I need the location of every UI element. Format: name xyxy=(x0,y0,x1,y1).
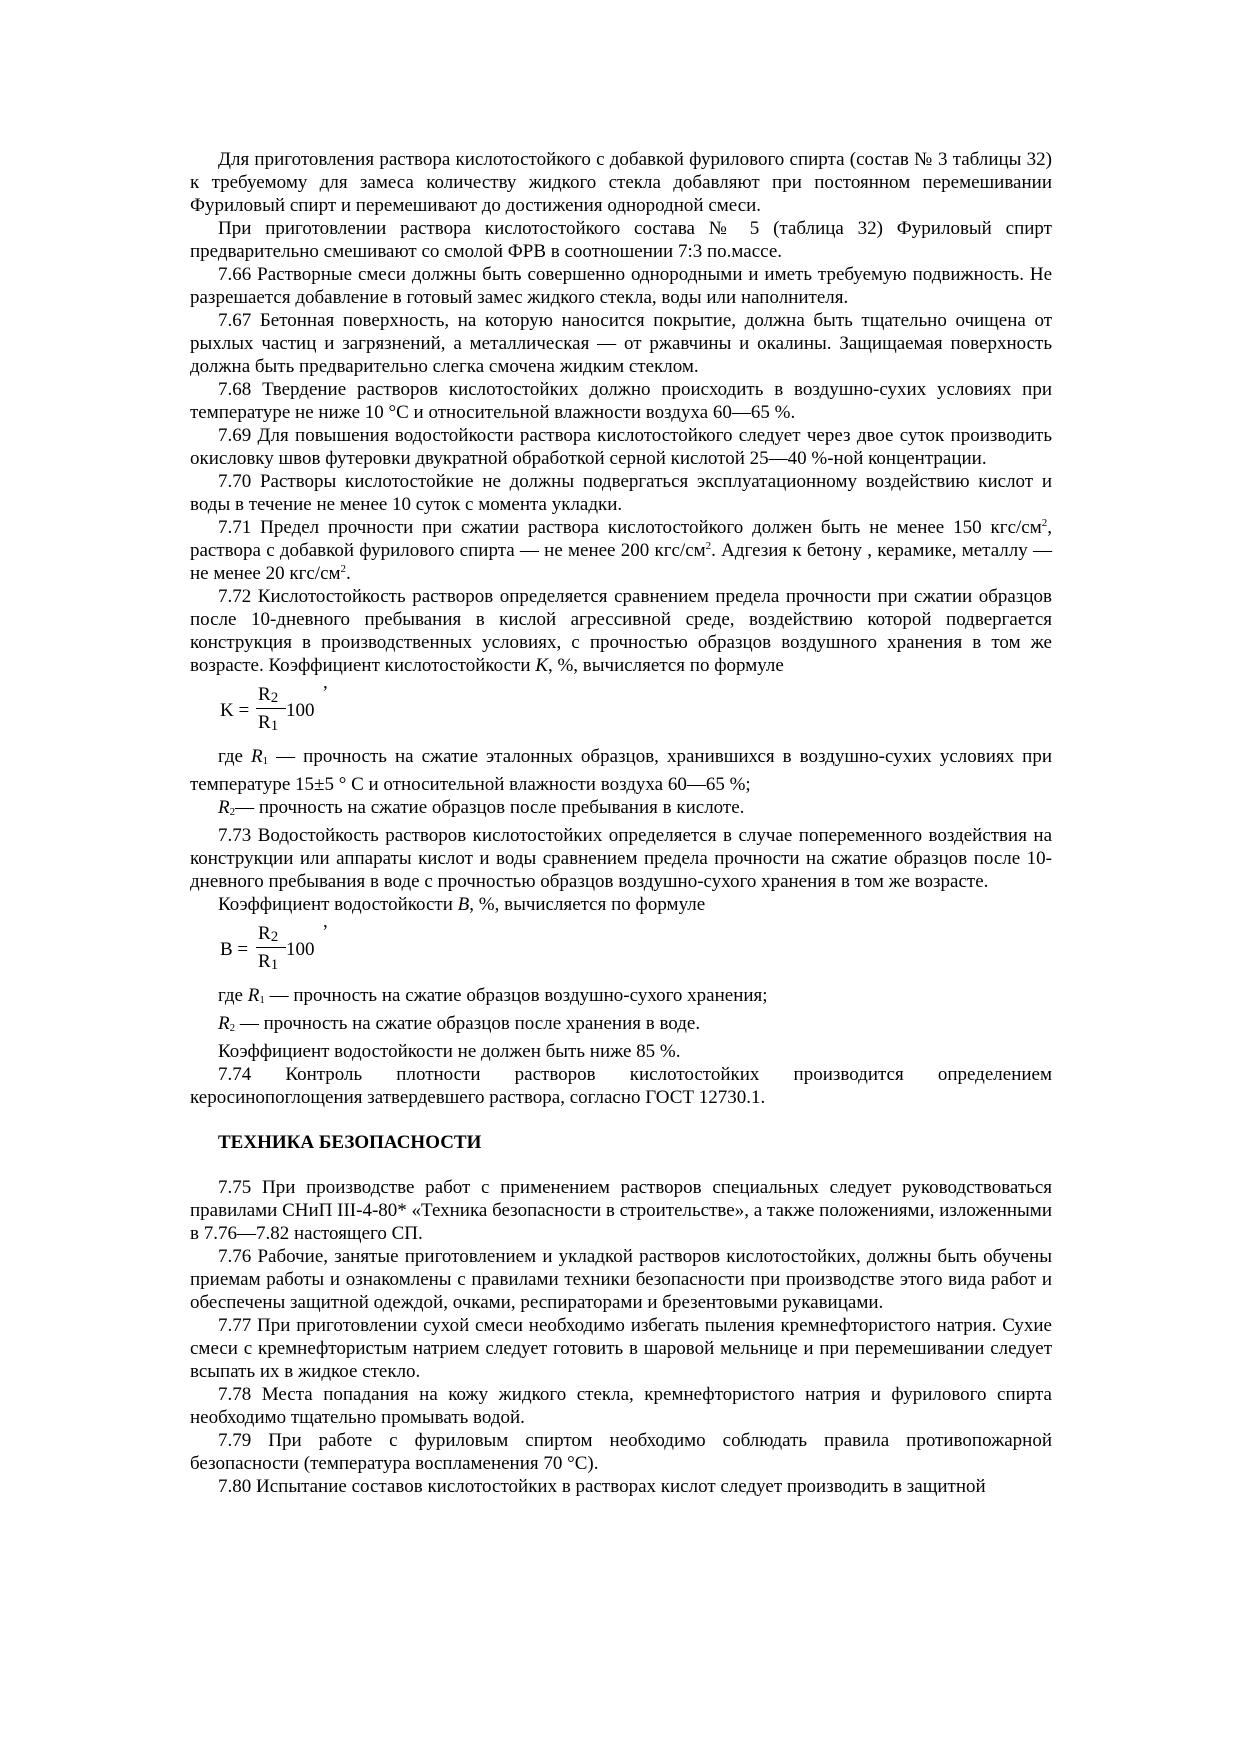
paragraph-7-69: 7.69 Для повышения водостойкости раствора кислотостойкого следует через двое суток производить окисловку швов футеровки двукратной обработкой серной кислотой 25—40 %-ной концентрации. xyxy=(190,425,1052,469)
paragraph-water-coefficient: Коэффициент водостойкости В, %, вычисляется по формуле xyxy=(218,894,706,915)
paragraph-min-coefficient: Коэффициент водостойкости не должен быть ниже 85 %. xyxy=(218,1041,681,1062)
paragraph-7-71: 7.71 Предел прочности при сжатии раствора кислотостойкого должен быть не менее 150 кгс/$см^2$, раствора с добавкой фурилового спирта — не менее 200 кгс/$см^2$. Адгезия к бетону , керамике, металлу — не менее 20 кгс/$см^2$. xyxy=(190,517,1053,584)
paragraph-7-75: 7.75 При производстве работ с применением растворов специальных следует руководствоваться правилами СНиП III-4-80* «Техника безопасности в строительстве», а также положениями, изложенными в 7.76—7.82 настоящего СП. xyxy=(190,1177,1052,1244)
paragraph-7-74: 7.74 Контроль плотности растворов кислотостойких производится определением керосинопоглощения затвердевшего раствора, согласно ГОСТ 12730.1. xyxy=(190,1064,1052,1108)
section-heading-safety: ТЕХНИКА БЕЗОПАСНОСТИ xyxy=(218,1132,482,1153)
formula-numerator: $R_2$ xyxy=(258,684,279,706)
paragraph-composition-5: При приготовлении раствора кислотостойкого состава № 5 (таблица 32) Фуриловый спирт предварительно смешивают со смолой ФРВ в соотношении 7:3 по.массе. xyxy=(190,218,1052,262)
paragraph-7-80: 7.80 Испытание составов кислотостойких в растворах кислот следует производить в защитной xyxy=(218,1476,986,1497)
formula-denominator: $R_1$ xyxy=(258,951,279,973)
formula-denominator: $R_1$ xyxy=(258,712,279,734)
paragraph-7-66: 7.66 Растворные смеси должны быть совершенно однородными и иметь требуемую подвижность. Не разрешается добавление в готовый замес жидкого стекла, воды или наполнителя. xyxy=(190,264,1052,308)
formula-lhs: K = xyxy=(220,700,250,721)
paragraph-7-79: 7.79 При работе с фуриловым спиртом необходимо соблюдать правила противопожарной безопасности (температура воспламенения 70 °С). xyxy=(190,1430,1052,1474)
formula-lhs: B = xyxy=(220,939,249,960)
paragraph-where-r2: $R_2—$ прочность на сжатие образцов после пребывания в кислоте. xyxy=(218,797,745,818)
fraction-bar xyxy=(256,947,286,948)
paragraph-where-r1: где $R_1$ — прочность на сжатие эталонных образцов, хранившихся в воздушно-сухих условиях при температуре 15±5 ° С и относительной влажности воздуха 60—65 %; xyxy=(190,746,1052,795)
paragraph-where-r2-water: $R_2$ — прочность на сжатие образцов после хранения в воде. xyxy=(218,1013,701,1034)
formula-multiplier: 100 xyxy=(286,700,315,721)
fraction-bar xyxy=(256,708,286,709)
formula-numerator: $R_2$ xyxy=(258,923,279,945)
paragraph-7-77: 7.77 При приготовлении сухой смеси необходимо избегать пыления кремнефтористого натрия. Сухие смеси с кремнефтористым натрием следует готовить в шаровой мельнице и при перемешивании следует всыпать их в жидкое стекло. xyxy=(190,1315,1052,1382)
paragraph-7-73: 7.73 Водостойкость растворов кислотостойких определяется в случае попеременного воздействия на конструкции или аппараты кислот и воды сравнением предела прочности на сжатие образцов после 10-дневного пребывания в воде с прочностью образцов воздушно-сухого хранения в том же возрасте. xyxy=(190,825,1052,892)
paragraph-7-70: 7.70 Растворы кислотостойкие не должны подвергаться эксплуатационному воздействию кислот и воды в течение не менее 10 суток с момента укладки. xyxy=(190,471,1052,515)
formula-multiplier: 100 xyxy=(286,939,315,960)
paragraph-7-76: 7.76 Рабочие, занятые приготовлением и укладкой растворов кислотостойких, должны быть обучены приемам работы и ознакомлены с правилами техники безопасности при производстве этого вида работ и обеспечены защитной одеждой, очками, респираторами и брезентовыми рукавицами. xyxy=(190,1246,1052,1313)
paragraph-7-78: 7.78 Места попадания на кожу жидкого стекла, кремнефтористого натрия и фурилового спирта необходимо тщательно промывать водой. xyxy=(190,1384,1052,1428)
paragraph-where-r1-water: где $R_1$ — прочность на сжатие образцов воздушно-сухого хранения; xyxy=(218,985,768,1006)
paragraph-7-72: 7.72 Кислотостойкость растворов определяется сравнением предела прочности при сжатии образцов после 10-дневного пребывания в кислой агрессивной среде, воздействию которой подвергается конструкция в производственных условиях, с прочностью образцов воздушного хранения в том же возрасте. Коэффициент кислотостойкости K, %, вычисляется по формуле xyxy=(190,586,1052,676)
paragraph-furyl-preparation: Для приготовления раствора кислотостойкого с добавкой фурилового спирта (состав № 3 таблицы 32) к требуемому для замеса количеству жидкого стекла добавляют при постоянном перемешивании Фуриловый спирт и перемешивают до достижения однородной смеси. xyxy=(190,149,1052,216)
paragraph-7-67: 7.67 Бетонная поверхность, на которую наносится покрытие, должна быть тщательно очищена от рыхлых частиц и загрязнений, а металлическая — от ржавчины и окалины. Защищаемая поверхность должна быть предварительно слегка смочена жидким стеклом. xyxy=(190,310,1052,377)
formula-water-resistance: , B = $R_2$ $R_1$ 100 xyxy=(220,916,1052,984)
paragraph-7-68: 7.68 Твердение растворов кислотостойких должно происходить в воздушно-сухих условиях при температуре не ниже 10 °С и относительной влажности воздуха 60—65 %. xyxy=(190,379,1052,423)
document-page xyxy=(190,148,1052,1498)
formula-acid-resistance: , K = $R_2$ $R_1$ 100 xyxy=(220,677,1052,745)
